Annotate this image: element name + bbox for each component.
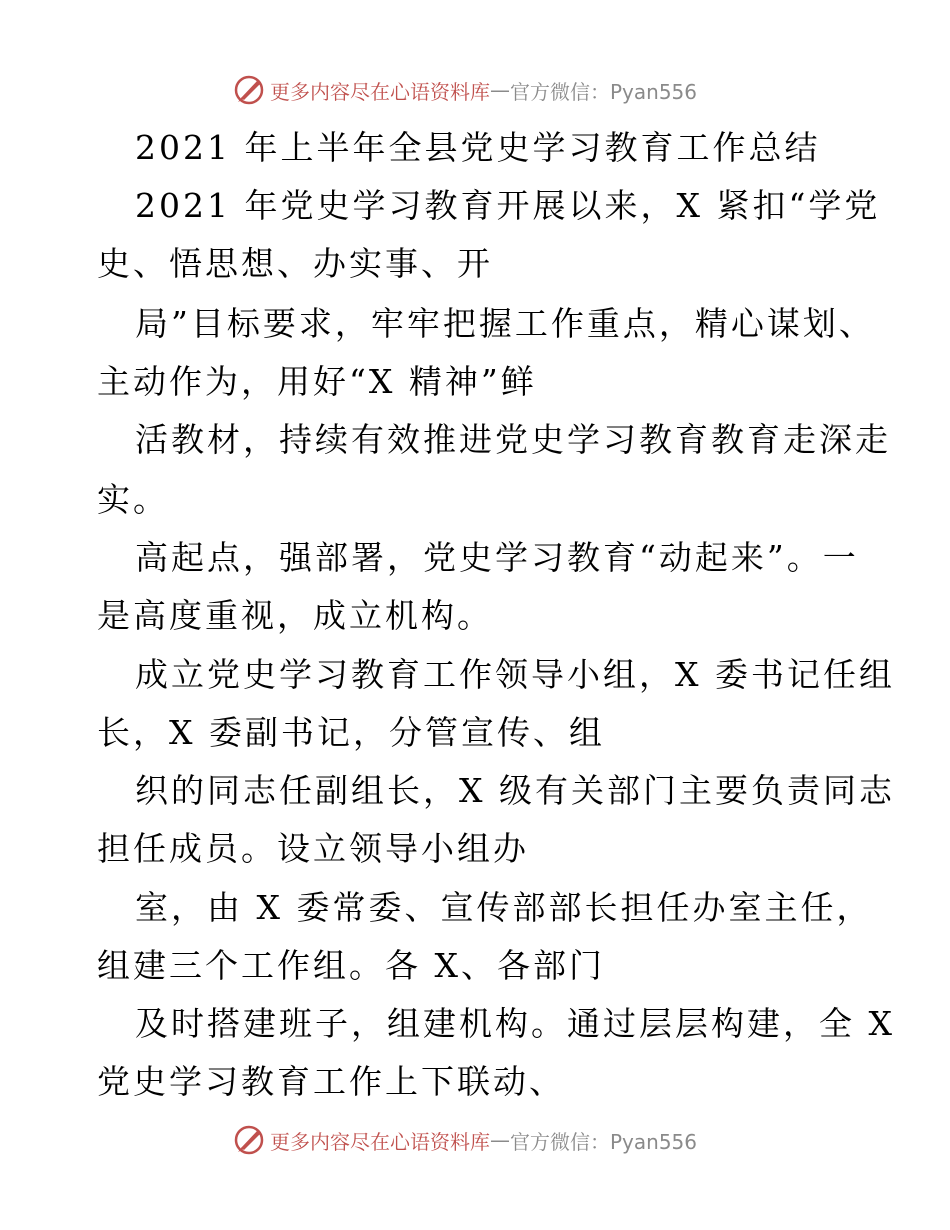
paragraph-line: 高起点，强部署，党史学习教育“动起来”。一: [135, 538, 859, 577]
paragraph-line: 活教材，持续有效推进党史学习教育教育走深走: [135, 420, 891, 459]
pen-quill-logo-icon: [232, 72, 268, 108]
paragraph-line: 局”目标要求，牢牢把握工作重点，精心谋划、: [135, 304, 875, 343]
paragraph-line: 及时搭建班子，组建机构。通过层层构建，全 X: [135, 1004, 895, 1043]
footer-watermark: [232, 1122, 732, 1158]
paragraph-line: 组建三个工作组。各 X、各部门: [97, 946, 605, 985]
header-watermark: [232, 72, 732, 108]
pen-quill-logo-icon: [232, 1122, 268, 1158]
watermark-wechat-text: 官方微信：Pyan556: [510, 1129, 698, 1154]
paragraph-line: 是高度重视，成立机构。: [97, 596, 493, 635]
document-title: 2021 年上半年全县党史学习教育工作总结: [135, 128, 821, 167]
paragraph-line: 织的同志任副组长，X 级有关部门主要负责同志: [135, 771, 895, 810]
paragraph-line: 史、悟思想、办实事、开: [97, 244, 493, 283]
watermark-dash: —: [490, 1128, 510, 1152]
paragraph-line: 主动作为，用好“X 精神”鲜: [97, 362, 537, 401]
watermark-main-text: 更多内容尽在心语资料库: [270, 79, 490, 104]
watermark-dash: —: [490, 78, 510, 102]
paragraph-line: 成立党史学习教育工作领导小组，X 委书记任组: [135, 655, 895, 694]
paragraph-line: 2021 年党史学习教育开展以来，X 紧扣“学党: [135, 186, 881, 225]
watermark-main-text: 更多内容尽在心语资料库: [270, 1129, 490, 1154]
paragraph-line: 担任成员。设立领导小组办: [97, 829, 529, 868]
paragraph-line: 党史学习教育工作上下联动、: [97, 1062, 565, 1101]
paragraph-line: 长，X 委副书记，分管宣传、组: [97, 713, 605, 752]
paragraph-line: 室，由 X 委常委、宣传部部长担任办室主任，: [135, 888, 873, 927]
paragraph-line: 实。: [97, 480, 169, 519]
watermark-wechat-text: 官方微信：Pyan556: [510, 79, 698, 104]
